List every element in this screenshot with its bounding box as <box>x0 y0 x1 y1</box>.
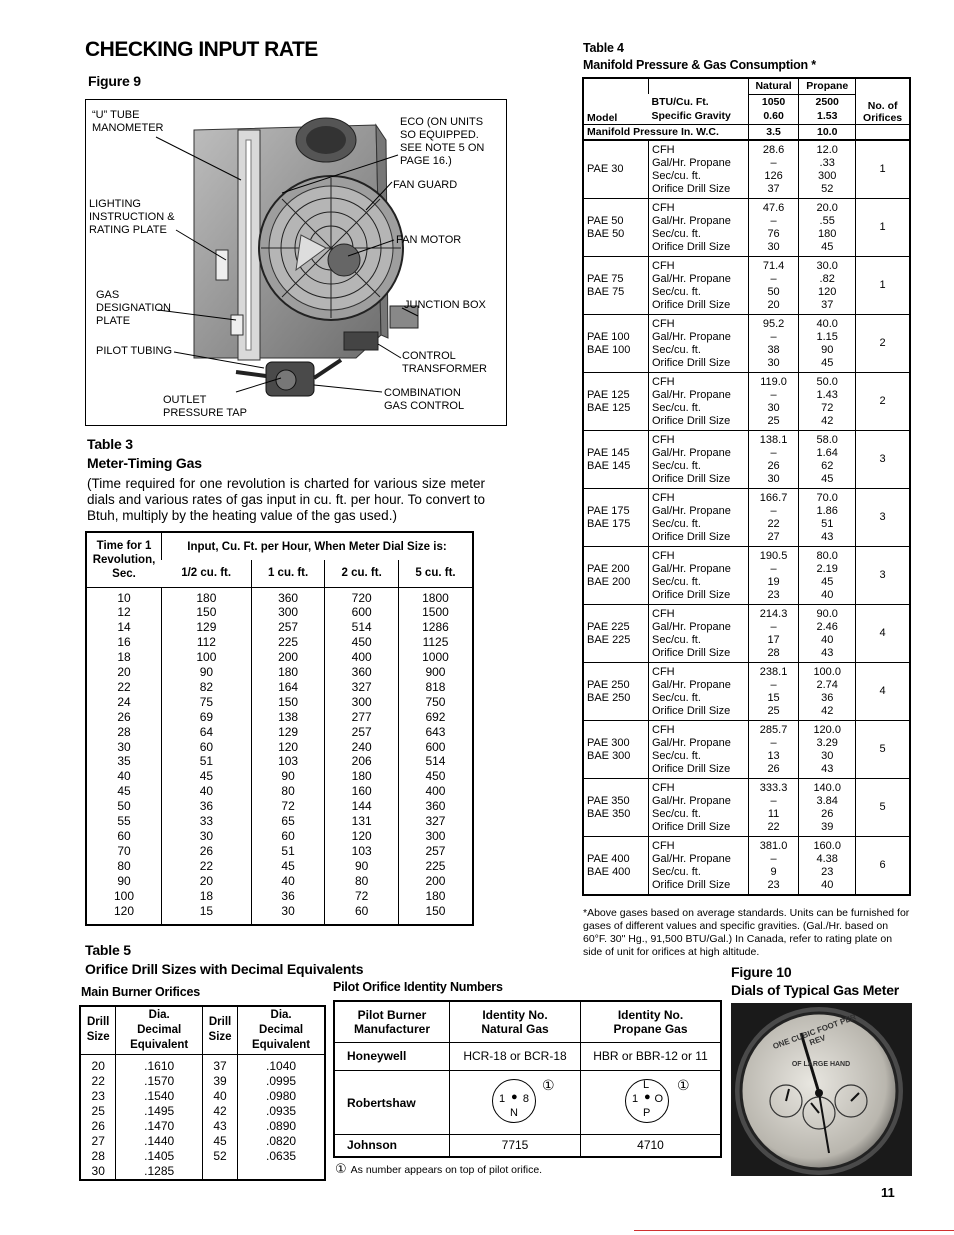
t5-drill-header: Drill Size <box>202 1006 237 1054</box>
label-fan-motor: FAN MOTOR <box>396 234 462 246</box>
t4-model-row <box>583 663 910 721</box>
t3-sub-header: 1 cu. ft. <box>251 560 325 587</box>
t5-col-dec1: .1610 .1570 .1540 .1495 .1470 .1440 .1405 .1285 <box>116 1054 203 1180</box>
t4-model-cell: PAE 400 BAE 400 <box>583 837 649 896</box>
t5-decimal-header: Dia. Decimal Equivalent <box>116 1006 203 1054</box>
t4-nat-btu: 1050 <box>748 94 798 109</box>
gas-meter-photo <box>731 1003 912 1176</box>
circled-one-icon: ① <box>677 1077 690 1094</box>
t4-propane-cell: 140.0 3.84 26 39 <box>799 779 856 837</box>
t4-btu-header: BTU/Cu. Ft. <box>651 95 709 108</box>
figure9-title: Figure 9 <box>88 73 141 89</box>
t4-natural-cell: 71.4 – 50 20 <box>748 257 798 315</box>
t4-propane-cell: 80.0 2.19 45 40 <box>799 547 856 605</box>
t4-prop-gravity: 1.53 <box>799 109 856 124</box>
t4-model-row <box>583 199 910 257</box>
pilot-mfr-johnson: Johnson <box>334 1134 450 1157</box>
pilot-mfr-header: Pilot Burner Manufacturer <box>334 1001 450 1042</box>
t4-desc-cell: CFH Gal/Hr. Propane Sec/cu. ft. Orifice Drill Size <box>649 663 749 721</box>
orifice-left: 1 <box>632 1093 639 1106</box>
table3-subtitle: Meter-Timing Gas <box>87 455 202 471</box>
t4-propane-header: Propane <box>799 78 856 94</box>
t4-propane-cell: 20.0 .55 180 45 <box>799 199 856 257</box>
orifice-bottom: N <box>510 1107 518 1120</box>
pilot-note-text: As number appears on top of pilot orifice. <box>350 1164 543 1176</box>
t4-model-cell: PAE 350 BAE 350 <box>583 779 649 837</box>
t4-model-row <box>583 779 910 837</box>
t4-model-row <box>583 837 910 896</box>
t4-desc-cell: CFH Gal/Hr. Propane Sec/cu. ft. Orifice Drill Size <box>649 431 749 489</box>
label-combination: COMBINATION GAS CONTROL <box>384 387 465 412</box>
t3-col-two: 720 600 514 450 400 360 327 300 277 257 240 206 180 160 144 131 120 103 90 80 72 60 <box>325 587 399 925</box>
t4-nat-pressure: 3.5 <box>748 124 798 140</box>
t4-orifices-cell: 6 <box>856 837 910 896</box>
t4-propane-cell: 70.0 1.86 51 43 <box>799 489 856 547</box>
orifice-right: O <box>654 1093 663 1106</box>
pilot-mfr-honeywell: Honeywell <box>334 1042 450 1071</box>
t4-orifices-cell: 1 <box>856 257 910 315</box>
t4-orifices-cell: 3 <box>856 547 910 605</box>
orifice-right: 8 <box>522 1093 529 1106</box>
t4-natural-cell: 285.7 – 13 26 <box>748 721 798 779</box>
label-outlet-tap: OUTLET PRESSURE TAP <box>163 394 247 419</box>
orifice-top: L <box>643 1079 650 1092</box>
main-burner-table <box>79 1005 326 1181</box>
pilot-honeywell-nat: HCR-18 or BCR-18 <box>450 1042 581 1071</box>
t4-model-cell: PAE 30 <box>583 140 649 199</box>
t4-orifices-cell: 3 <box>856 431 910 489</box>
t4-natural-cell: 214.3 – 17 28 <box>748 605 798 663</box>
t4-model-cell: PAE 250 BAE 250 <box>583 663 649 721</box>
t3-sub-header: 1/2 cu. ft. <box>162 560 252 587</box>
t3-col-one: 360 300 257 225 200 180 164 150 138 129 120 103 90 80 72 65 60 51 45 40 36 30 <box>251 587 325 925</box>
meter-timing-table <box>85 531 474 926</box>
pilot-johnson-nat: 7715 <box>450 1134 581 1157</box>
page-number: 11 <box>881 1185 895 1200</box>
t4-orifices-cell: 2 <box>856 315 910 373</box>
t5-decimal-header: Dia. Decimal Equivalent <box>238 1006 325 1054</box>
t4-propane-cell: 90.0 2.46 40 43 <box>799 605 856 663</box>
pilot-robertshaw-prop <box>581 1071 722 1135</box>
t4-natural-cell: 190.5 – 19 23 <box>748 547 798 605</box>
pilot-prop-header: Identity No. Propane Gas <box>581 1001 722 1042</box>
t4-orifices-cell: 5 <box>856 779 910 837</box>
circled-one-icon: ① <box>335 1161 347 1176</box>
t4-model-cell: PAE 75 BAE 75 <box>583 257 649 315</box>
pilot-mfr-robertshaw: Robertshaw <box>334 1071 450 1135</box>
t4-model-cell: PAE 145 BAE 145 <box>583 431 649 489</box>
label-eco: ECO (ON UNITS SO EQUIPPED. SEE NOTE 5 ON PAGE 16.) <box>400 116 485 167</box>
t3-sub-header: 2 cu. ft. <box>325 560 399 587</box>
t4-model-cell: PAE 225 BAE 225 <box>583 605 649 663</box>
t5-col-drill2: 37 39 40 42 43 45 52 <box>202 1054 237 1180</box>
t4-desc-cell: CFH Gal/Hr. Propane Sec/cu. ft. Orifice Drill Size <box>649 605 749 663</box>
t4-propane-cell: 120.0 3.29 30 43 <box>799 721 856 779</box>
t4-orifices-cell: 3 <box>856 489 910 547</box>
t5-col-dec2: .1040 .0995 .0980 .0935 .0890 .0820 .0635 <box>238 1054 325 1180</box>
footer-rule <box>634 1230 954 1231</box>
t4-propane-cell: 30.0 .82 120 37 <box>799 257 856 315</box>
orifice-bottom: P <box>643 1107 651 1120</box>
t4-model-cell: PAE 125 BAE 125 <box>583 373 649 431</box>
t4-model-row <box>583 605 910 663</box>
t3-col-five: 1800 1500 1286 1125 1000 900 818 750 692 643 600 514 450 400 360 327 300 257 225 200 180 150 <box>398 587 473 925</box>
t4-desc-cell: CFH Gal/Hr. Propane Sec/cu. ft. Orifice Drill Size <box>649 779 749 837</box>
t4-model-header: Model <box>587 111 618 124</box>
t4-natural-cell: 47.6 – 76 30 <box>748 199 798 257</box>
pilot-title: Pilot Orifice Identity Numbers <box>333 980 503 994</box>
t4-natural-cell: 381.0 – 9 23 <box>748 837 798 896</box>
t4-model-row <box>583 721 910 779</box>
pilot-note <box>335 1161 542 1177</box>
table4-title: Table 4 <box>583 41 624 55</box>
t4-model-row <box>583 489 910 547</box>
t4-propane-cell: 100.0 2.74 36 42 <box>799 663 856 721</box>
t4-propane-cell: 58.0 1.64 62 45 <box>799 431 856 489</box>
pilot-johnson-prop: 4710 <box>581 1134 722 1157</box>
table4-footnote: *Above gases based on average standards. Units can be furnished for gases of different values and specific gravities. (Gal./Hr. based on 60°F. 30" Hg., 91,500 BTU/Gal.) In Canada, refer to rating plate on side of unit for orifices at high altitude. <box>583 907 910 958</box>
t4-desc-cell: CFH Gal/Hr. Propane Sec/cu. ft. Orifice Drill Size <box>649 199 749 257</box>
t4-desc-cell: CFH Gal/Hr. Propane Sec/cu. ft. Orifice Drill Size <box>649 140 749 199</box>
label-junction-box: JUNCTION BOX <box>404 299 486 311</box>
t3-col0-header: Time for 1 Revolution, Sec. <box>86 532 162 587</box>
t5-drill-header: Drill Size <box>80 1006 116 1054</box>
pilot-nat-header: Identity No. Natural Gas <box>450 1001 581 1042</box>
table5-title: Table 5 <box>85 942 131 958</box>
page-title: CHECKING INPUT RATE <box>85 38 318 61</box>
figure10-title: Figure 10 <box>731 964 792 980</box>
t4-natural-cell: 166.7 – 22 27 <box>748 489 798 547</box>
t4-model-cell: PAE 50 BAE 50 <box>583 199 649 257</box>
t4-nat-gravity: 0.60 <box>748 109 798 124</box>
t4-prop-btu: 2500 <box>799 94 856 109</box>
table5-subtitle: Orifice Drill Sizes with Decimal Equivalents <box>85 961 364 977</box>
t4-desc-cell: CFH Gal/Hr. Propane Sec/cu. ft. Orifice Drill Size <box>649 489 749 547</box>
t4-model-row <box>583 257 910 315</box>
t4-natural-cell: 138.1 – 26 30 <box>748 431 798 489</box>
t4-model-row <box>583 140 910 199</box>
t4-propane-cell: 160.0 4.38 23 40 <box>799 837 856 896</box>
t3-col-seconds: 10 12 14 16 18 20 22 24 26 28 30 35 40 45 50 55 60 70 80 90 100 120 <box>113 590 135 918</box>
t4-desc-cell: CFH Gal/Hr. Propane Sec/cu. ft. Orifice Drill Size <box>649 257 749 315</box>
t4-desc-cell: CFH Gal/Hr. Propane Sec/cu. ft. Orifice Drill Size <box>649 837 749 896</box>
t4-manifold-header: Manifold Pressure In. W.C. <box>583 124 748 140</box>
t4-model-row <box>583 373 910 431</box>
table4-subtitle: Manifold Pressure & Gas Consumption * <box>583 58 816 72</box>
pilot-robertshaw-nat <box>450 1071 581 1135</box>
t4-prop-pressure: 10.0 <box>799 124 856 140</box>
t4-propane-cell: 50.0 1.43 72 42 <box>799 373 856 431</box>
meter-dial-subtext: OF LARGE HAND <box>791 1061 851 1068</box>
t4-orifices-cell: 4 <box>856 605 910 663</box>
t4-model-cell: PAE 200 BAE 200 <box>583 547 649 605</box>
t4-model-row <box>583 315 910 373</box>
label-fan-guard: FAN GUARD <box>393 179 458 191</box>
manifold-pressure-table <box>582 77 911 896</box>
t3-span-header: Input, Cu. Ft. per Hour, When Meter Dial Size is: <box>162 532 474 560</box>
t3-col-half: 180 150 129 112 100 90 82 75 69 64 60 51 45 40 36 33 30 26 22 20 18 15 <box>162 587 252 925</box>
t4-orifices-cell: 1 <box>856 140 910 199</box>
label-gas-plate: GAS DESIGNATION PLATE <box>96 289 171 327</box>
t4-propane-cell: 12.0 .33 300 52 <box>799 140 856 199</box>
orifice-dot: ● <box>644 1091 651 1104</box>
orifice-marking-nat <box>492 1079 536 1123</box>
t4-desc-cell: CFH Gal/Hr. Propane Sec/cu. ft. Orifice Drill Size <box>649 315 749 373</box>
circled-one-icon: ① <box>542 1077 555 1094</box>
t4-model-row <box>583 431 910 489</box>
table3-note: (Time required for one revolution is charted for various size meter dials and various rates of gas input in cu. ft. per hour. To convert to Btuh, multiply by the heating value of the gas used.) <box>87 476 485 523</box>
label-pilot-tubing: PILOT TUBING <box>96 345 173 357</box>
main-burner-title: Main Burner Orifices <box>81 985 200 999</box>
t4-natural-cell: 119.0 – 30 25 <box>748 373 798 431</box>
t4-natural-header: Natural <box>748 78 798 94</box>
t4-model-row <box>583 547 910 605</box>
t4-natural-cell: 333.3 – 11 22 <box>748 779 798 837</box>
t5-col-drill1: 20 22 23 25 26 27 28 30 <box>91 1058 105 1178</box>
t4-natural-cell: 95.2 – 38 30 <box>748 315 798 373</box>
label-control-transformer: CONTROL TRANSFORMER <box>402 350 487 375</box>
figure10-subtitle: Dials of Typical Gas Meter <box>731 982 900 998</box>
t4-blank <box>649 78 749 94</box>
orifice-left: 1 <box>499 1093 506 1106</box>
t4-model-cell: PAE 300 BAE 300 <box>583 721 649 779</box>
pilot-orifice-table <box>333 1000 722 1158</box>
t4-propane-cell: 40.0 1.15 90 45 <box>799 315 856 373</box>
t4-model-cell: PAE 175 BAE 175 <box>583 489 649 547</box>
t4-natural-cell: 238.1 – 15 25 <box>748 663 798 721</box>
orifice-marking-prop <box>625 1079 669 1123</box>
t4-gravity-header: Specific Gravity <box>651 110 731 123</box>
label-u-tube: “U” TUBE MANOMETER <box>92 109 164 134</box>
orifice-dot: ● <box>511 1091 518 1104</box>
t4-orifices-cell: 2 <box>856 373 910 431</box>
t4-desc-cell: CFH Gal/Hr. Propane Sec/cu. ft. Orifice Drill Size <box>649 547 749 605</box>
t4-orifices-cell: 5 <box>856 721 910 779</box>
meter-dial-text: ONE CUBIC FOOT PER REV <box>771 1012 858 1052</box>
t4-desc-cell: CFH Gal/Hr. Propane Sec/cu. ft. Orifice Drill Size <box>649 373 749 431</box>
t4-orifices-header: No. of Orifices <box>856 78 910 124</box>
t4-model-cell: PAE 100 BAE 100 <box>583 315 649 373</box>
t3-sub-header: 5 cu. ft. <box>398 560 473 587</box>
t4-orifices-cell: 1 <box>856 199 910 257</box>
t4-orifices-cell: 4 <box>856 663 910 721</box>
table3-title: Table 3 <box>87 436 133 452</box>
t4-natural-cell: 28.6 – 126 37 <box>748 140 798 199</box>
t4-desc-cell: CFH Gal/Hr. Propane Sec/cu. ft. Orifice Drill Size <box>649 721 749 779</box>
t4-blank <box>856 124 910 140</box>
pilot-honeywell-prop: HBR or BBR-12 or 11 <box>581 1042 722 1071</box>
label-lighting: LIGHTING INSTRUCTION & RATING PLATE <box>89 198 175 236</box>
figure9-box <box>85 99 507 426</box>
